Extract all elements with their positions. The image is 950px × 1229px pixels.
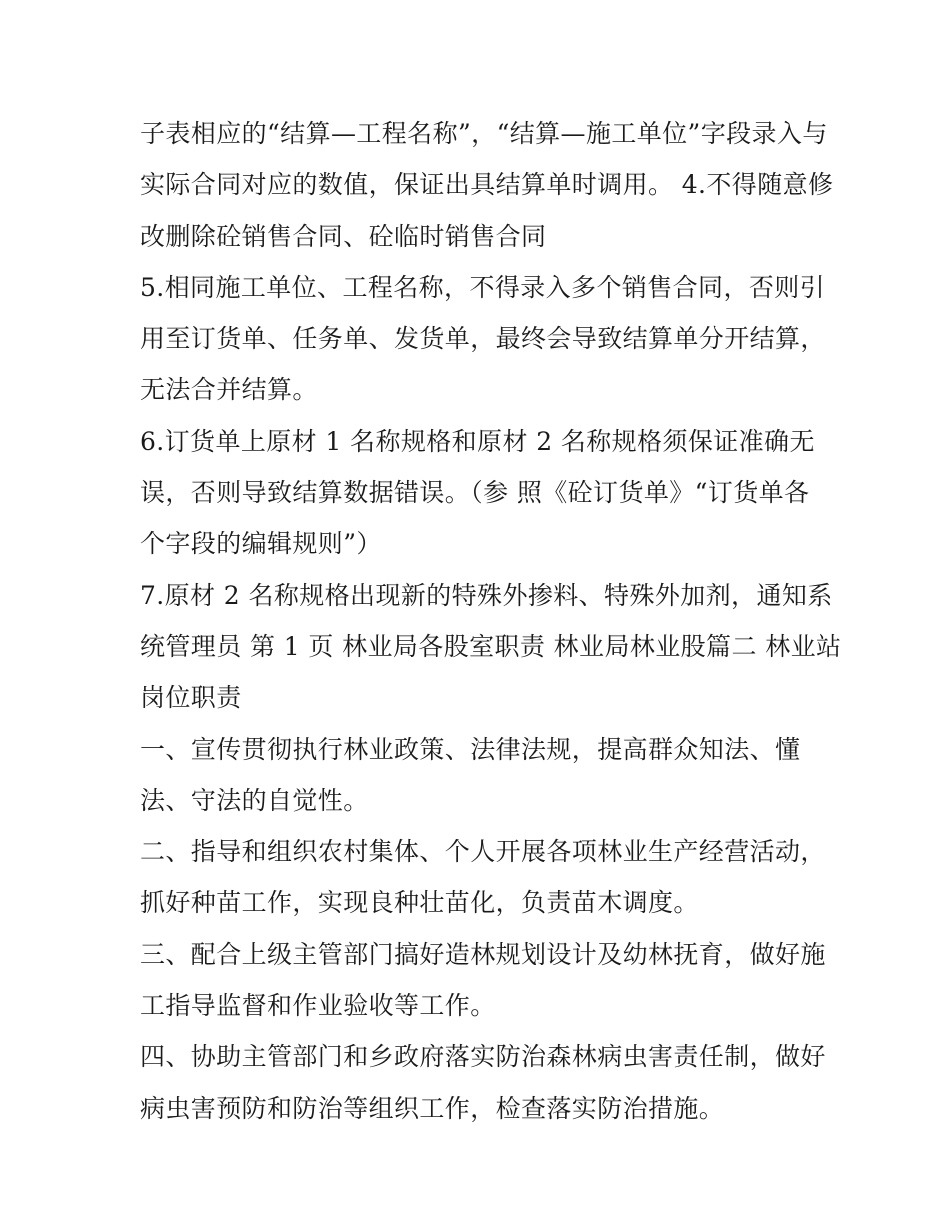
text-line: 7.原材 2 名称规格出现新的特殊外掺料、特殊外加剂，通知系 [140,580,833,610]
text-line: 改删除砼销售合同、砼临时销售合同 [140,221,547,251]
text-line: 病虫害预防和防治等组织工作，检查落实防治措施。 [140,1093,725,1123]
text-line: 岗位职责 [140,683,242,713]
text-line: 一、宣传贯彻执行林业政策、法律法规，提高群众知法、懂 [140,734,801,764]
text-line: 子表相应的“结算—工程名称”，“结算—施工单位”字段录入与 [140,119,828,148]
text-line: 四、协助主管部门和乡政府落实防治森林病虫害责任制，做好 [140,1042,826,1072]
text-line: 用至订货单、任务单、发货单，最终会导致结算单分开结算， [140,324,826,354]
text-line: 个字段的编辑规则”） [140,529,382,559]
text-line: 无法合并结算。 [140,375,318,405]
document-body [140,108,842,1134]
text-line: 误，否则导致结算数据错误。（参 照《砼订货单》“订货单各 [140,478,810,508]
text-line: 抓好种苗工作，实现良种壮苗化，负责苗木调度。 [140,888,699,918]
text-line: 统管理员 第 1 页 林业局各股室职责 林业局林业股篇二 林业站 [140,631,842,661]
text-line: 三、配合上级主管部门搞好造林规划设计及幼林抚育，做好施 [140,939,826,969]
text-line: 法、守法的自觉性。 [140,785,369,815]
text-line: 二、指导和组织农村集体、个人开展各项林业生产经营活动， [140,837,826,867]
text-line: 5.相同施工单位、工程名称，不得录入多个销售合同，否则引 [140,272,826,302]
text-line: 工指导监督和作业验收等工作。 [140,991,496,1021]
text-line: 6.订货单上原材 1 名称规格和原材 2 名称规格须保证准确无 [140,426,815,456]
text-line: 实际合同对应的数值，保证出具结算单时调用。 4.不得随意修 [140,170,834,200]
